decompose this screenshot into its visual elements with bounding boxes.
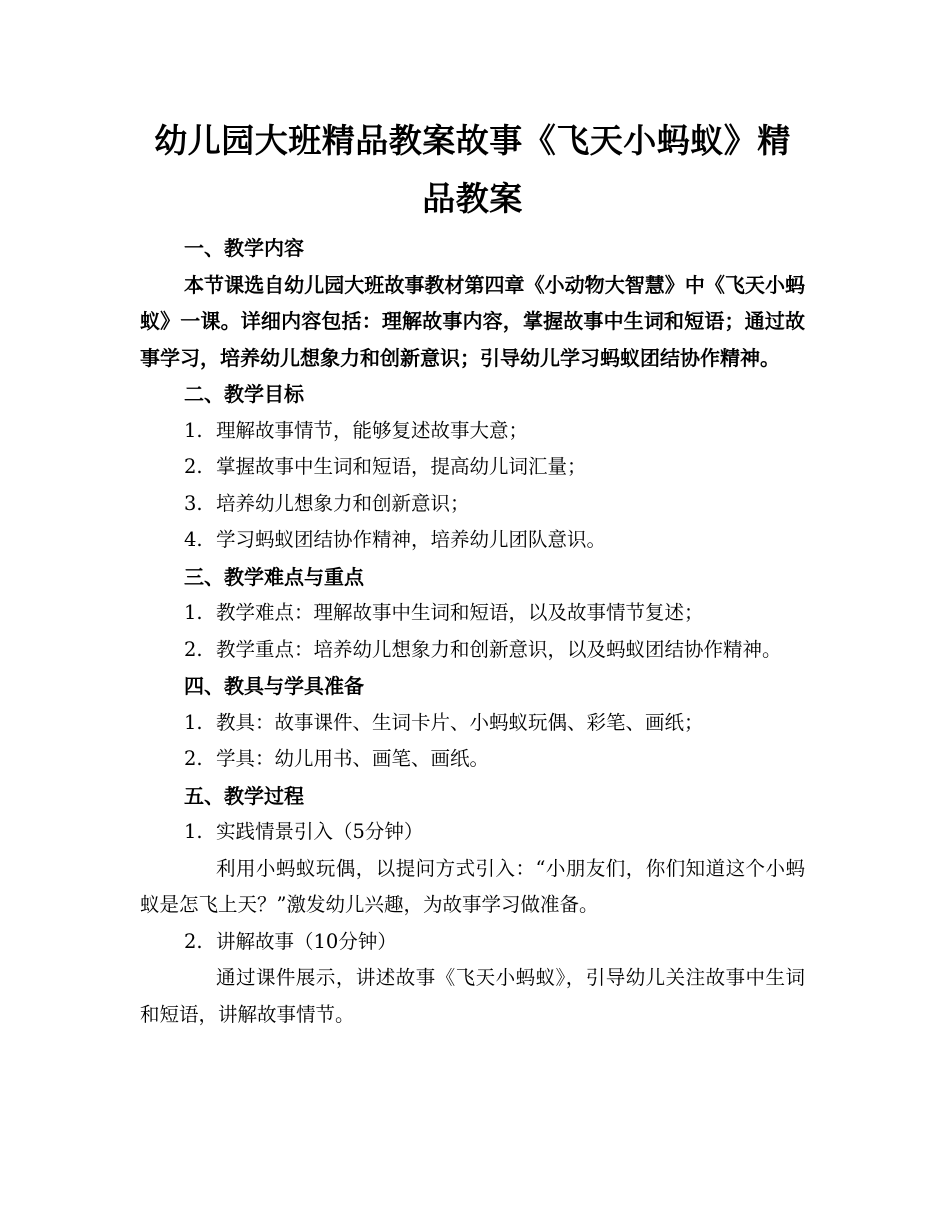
goal-item	[140, 413, 805, 450]
process-step-title	[140, 814, 805, 851]
section-heading-materials: 四、教具与学具准备	[184, 674, 364, 698]
item-number: 3.	[184, 491, 203, 515]
item-number: 2.	[184, 637, 203, 661]
material-item	[140, 705, 805, 742]
item-text: 教学难点：理解故事中生词和短语，以及故事情节复述；	[216, 601, 704, 624]
item-number: 1.	[184, 418, 203, 442]
section-heading-goals: 二、教学目标	[184, 382, 304, 406]
item-text: 培养幼儿想象力和创新意识；	[216, 491, 470, 515]
difficulty-item	[140, 595, 805, 632]
item-text: 学具：幼儿用书、画笔、画纸。	[216, 747, 490, 770]
item-text: 学习蚂蚁团结协作精神，培养幼儿团队意识。	[216, 528, 607, 551]
process-step-paragraph: 通过课件展示，讲述故事《飞天小蚂蚁》，引导幼儿关注故事中生词和短语，讲解故事情节。	[140, 966, 805, 1026]
item-number: 2.	[184, 747, 203, 770]
document-title: 幼儿园大班精品教案故事《飞天小蚂蚁》精品教案	[154, 121, 791, 218]
section-heading-process: 五、教学过程	[184, 783, 304, 808]
document-page	[140, 112, 805, 1033]
item-text: 掌握故事中生词和短语，提高幼儿词汇量；	[216, 455, 587, 478]
item-text: 理解故事情节，能够复述故事大意；	[216, 418, 529, 442]
material-item	[140, 741, 805, 778]
section-heading-difficulties: 三、教学难点与重点	[184, 564, 364, 589]
section-content-paragraph: 本节课选自幼儿园大班故事教材第四章《小动物大智慧》中《飞天小蚂蚁》一课。详细内容包括：理解故事内容，掌握故事中生词和短语；通过故事学习，培养幼儿想象力和创新意识；引导幼儿学习蚂蚁团结协作精神。	[140, 272, 805, 370]
item-text: 教学重点：培养幼儿想象力和创新意识，以及蚂蚁团结协作精神。	[216, 637, 782, 661]
process-step-title	[140, 924, 805, 961]
process-step-paragraph: 利用小蚂蚁玩偶，以提问方式引入：“小朋友们，你们知道这个小蚂蚁是怎飞上天？”激发幼儿兴趣，为故事学习做准备。	[140, 856, 805, 916]
item-number: 4.	[184, 528, 203, 551]
section-heading-content: 一、教学内容	[184, 236, 304, 260]
item-text: 实践情景引入（5分钟）	[216, 820, 424, 843]
document-body	[140, 230, 805, 1033]
focus-item	[140, 632, 805, 669]
item-number: 1.	[184, 820, 203, 843]
item-number: 2.	[184, 929, 203, 953]
item-number: 1.	[184, 710, 203, 734]
goal-item	[140, 522, 805, 559]
goal-item	[140, 449, 805, 486]
item-number: 2.	[184, 455, 203, 478]
goal-item	[140, 486, 805, 523]
item-text: 教具：故事课件、生词卡片、小蚂蚁玩偶、彩笔、画纸；	[216, 710, 704, 734]
item-text: 讲解故事（10分钟）	[216, 929, 397, 953]
item-number: 1.	[184, 601, 203, 624]
